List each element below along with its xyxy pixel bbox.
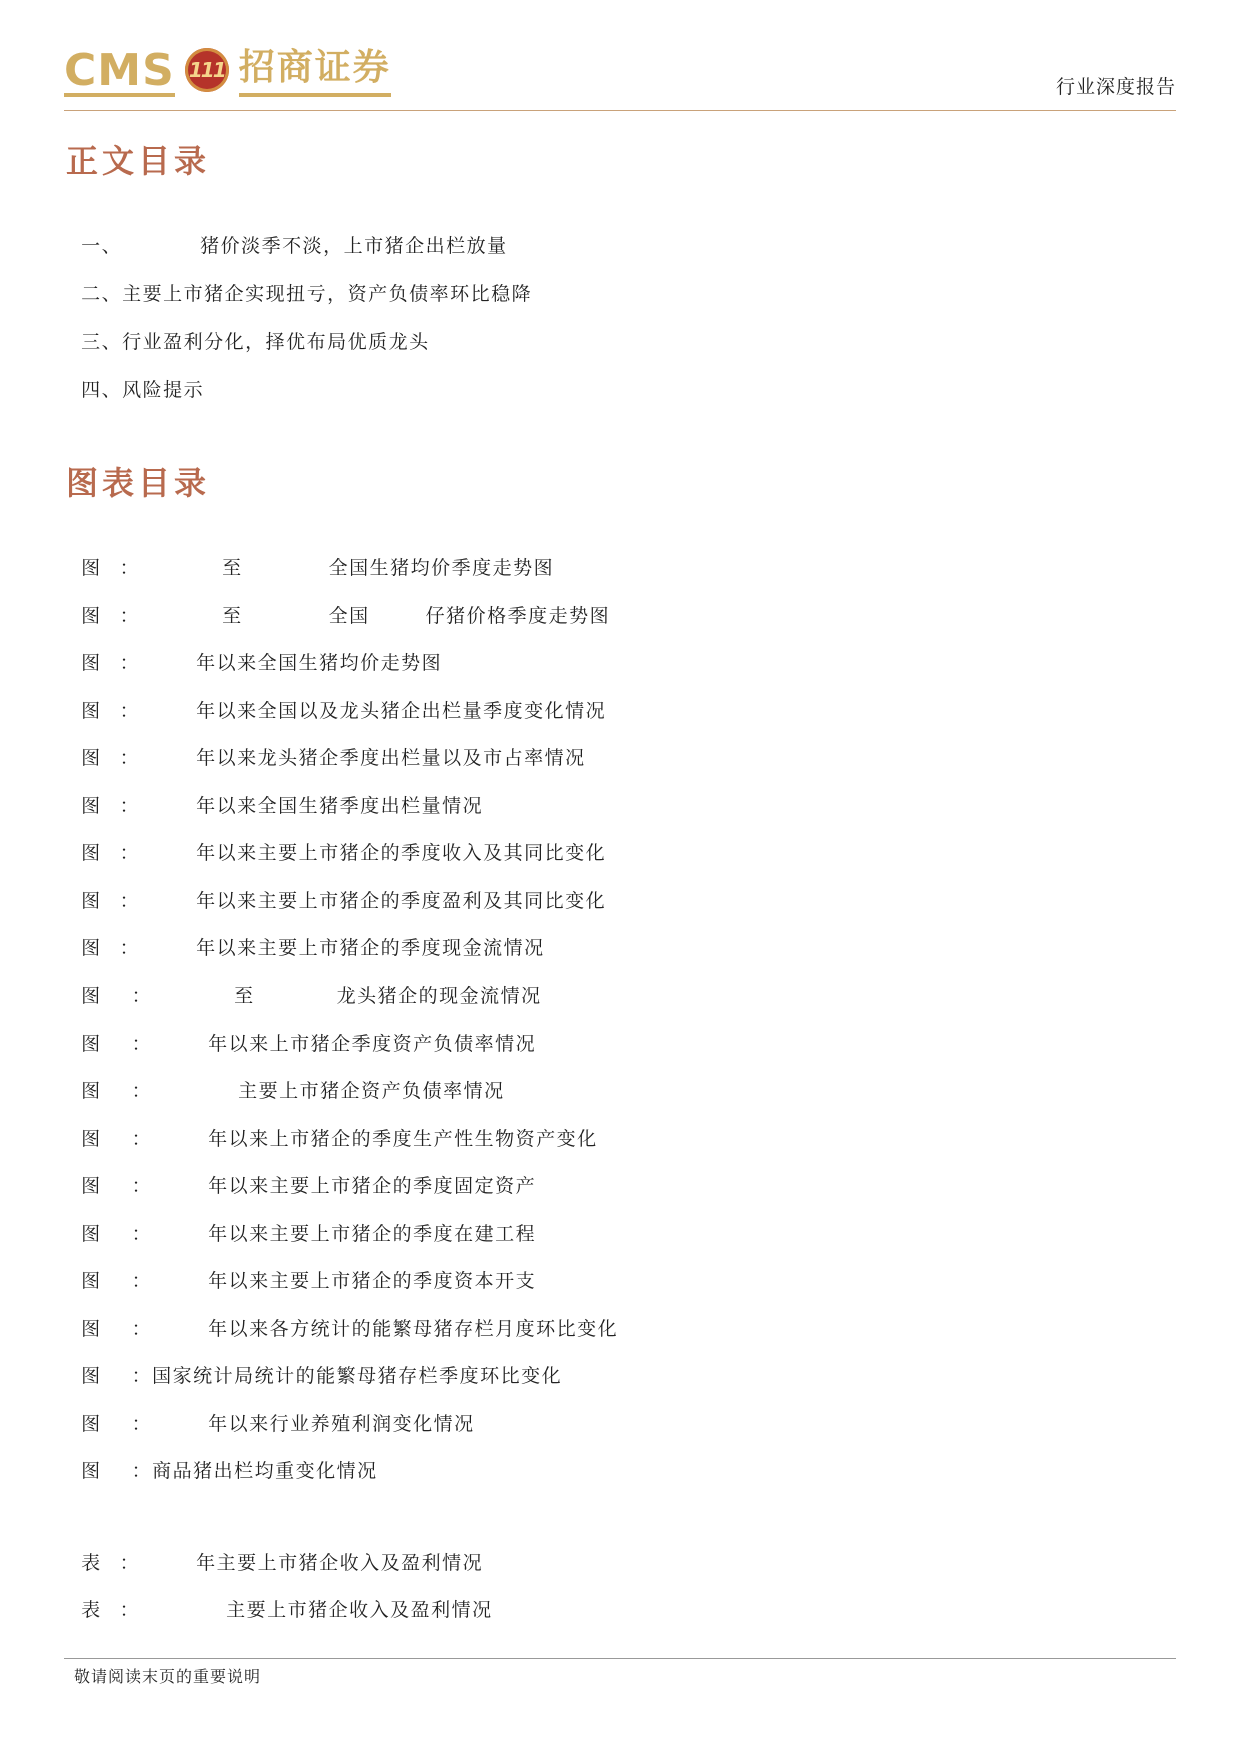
figure-toc-item-8[interactable]: 图 ： 年以来主要上市猪企的季度盈利及其同比变化 bbox=[81, 890, 607, 912]
text-toc-title: 正文目录 bbox=[66, 142, 211, 180]
figure-toc-item-6[interactable]: 图 ： 年以来全国生猪季度出栏量情况 bbox=[81, 795, 484, 817]
cms-logo bbox=[64, 42, 391, 98]
figure-toc-item-20[interactable]: 图 ：商品猪出栏均重变化情况 bbox=[81, 1460, 378, 1482]
figure-toc-item-12[interactable]: 图 ： 主要上市猪企资产负债率情况 bbox=[81, 1080, 505, 1102]
logo-emblem-icon: 111 bbox=[185, 48, 229, 92]
figure-toc-item-11[interactable]: 图 ： 年以来上市猪企季度资产负债率情况 bbox=[81, 1033, 537, 1055]
figure-toc-item-15[interactable]: 图 ： 年以来主要上市猪企的季度在建工程 bbox=[81, 1223, 537, 1245]
figure-toc-item-4[interactable]: 图 ： 年以来全国以及龙头猪企出栏量季度变化情况 bbox=[81, 700, 607, 722]
text-toc-item-2[interactable]: 二、主要上市猪企实现扭亏，资产负债率环比稳降 bbox=[81, 283, 533, 305]
figure-toc-item-19[interactable]: 图 ： 年以来行业养殖利润变化情况 bbox=[81, 1413, 475, 1435]
figure-toc-title: 图表目录 bbox=[66, 464, 211, 502]
table-toc-item-2[interactable]: 表 ： 主要上市猪企收入及盈利情况 bbox=[81, 1599, 493, 1621]
logo-chinese-text: 招商证券 bbox=[239, 43, 391, 97]
figure-toc-item-7[interactable]: 图 ： 年以来主要上市猪企的季度收入及其同比变化 bbox=[81, 842, 607, 864]
figure-toc-item-16[interactable]: 图 ： 年以来主要上市猪企的季度资本开支 bbox=[81, 1270, 537, 1292]
figure-toc-item-3[interactable]: 图 ： 年以来全国生猪均价走势图 bbox=[81, 652, 443, 674]
figure-toc-item-17[interactable]: 图 ： 年以来各方统计的能繁母猪存栏月度环比变化 bbox=[81, 1318, 619, 1340]
text-toc-item-3[interactable]: 三、行业盈利分化，择优布局优质龙头 bbox=[81, 331, 430, 353]
logo-latin-text: CMS bbox=[64, 45, 175, 96]
table-toc-item-1[interactable]: 表 ： 年主要上市猪企收入及盈利情况 bbox=[81, 1552, 484, 1574]
figure-toc-item-1[interactable]: 图 ： 至 全国生猪均价季度走势图 bbox=[81, 557, 555, 579]
figure-toc-item-13[interactable]: 图 ： 年以来上市猪企的季度生产性生物资产变化 bbox=[81, 1128, 598, 1150]
footer-disclaimer: 敬请阅读末页的重要说明 bbox=[74, 1667, 262, 1686]
footer-divider bbox=[64, 1658, 1176, 1659]
figure-toc-item-2[interactable]: 图 ： 至 全国 仔猪价格季度走势图 bbox=[81, 605, 611, 627]
figure-toc-item-10[interactable]: 图 ： 至 龙头猪企的现金流情况 bbox=[81, 985, 542, 1007]
figure-toc-item-5[interactable]: 图 ： 年以来龙头猪企季度出栏量以及市占率情况 bbox=[81, 747, 586, 769]
figure-toc-item-18[interactable]: 图 ：国家统计局统计的能繁母猪存栏季度环比变化 bbox=[81, 1365, 563, 1387]
report-type: 行业深度报告 bbox=[1055, 76, 1176, 98]
figure-toc-item-9[interactable]: 图 ： 年以来主要上市猪企的季度现金流情况 bbox=[81, 937, 545, 959]
figure-toc-item-14[interactable]: 图 ： 年以来主要上市猪企的季度固定资产 bbox=[81, 1175, 537, 1197]
text-toc-item-1[interactable]: 一、 猪价淡季不淡，上市猪企出栏放量 bbox=[81, 235, 508, 257]
page-header bbox=[0, 0, 1240, 115]
text-toc-item-4[interactable]: 四、风险提示 bbox=[81, 379, 205, 401]
header-divider bbox=[64, 110, 1176, 111]
